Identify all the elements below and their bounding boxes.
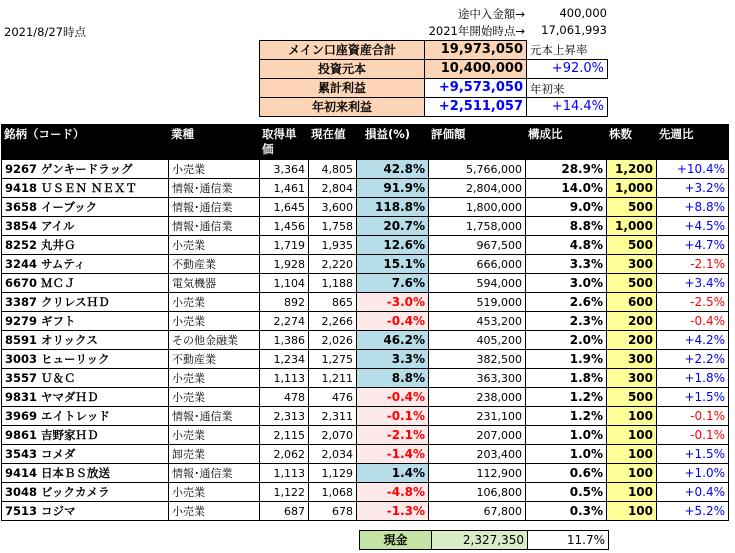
cell-stock-name: 9279 ギフト	[2, 312, 169, 331]
cell-stock-name: 9831 ヤマダＨＤ	[2, 388, 169, 407]
cell-value: 207,000	[429, 426, 526, 445]
cell-stock-name: 3969 エイトレッド	[2, 407, 169, 426]
cell-ratio: 8.8%	[526, 217, 607, 236]
header-pl: 損益(%)	[357, 125, 429, 160]
cell-industry: 小売業	[169, 502, 260, 521]
cell-industry: 小売業	[169, 369, 260, 388]
cell-ratio: 4.8%	[526, 236, 607, 255]
table-row	[2, 274, 729, 293]
cell-shares: 500	[607, 236, 657, 255]
cell-price: 4,805	[309, 160, 357, 179]
cell-industry: 不動産業	[169, 350, 260, 369]
cell-cost: 1,234	[260, 350, 309, 369]
cell-industry: 情報･通信業	[169, 217, 260, 236]
cell-stock-name: 3543 コメダ	[2, 445, 169, 464]
cell-price: 2,220	[309, 255, 357, 274]
cell-weekly: +5.2%	[657, 502, 729, 521]
cell-stock-name: 3854 アイル	[2, 217, 169, 236]
cell-industry: 小売業	[169, 388, 260, 407]
ytd-label-right: 年初来	[530, 82, 565, 96]
cell-price: 2,026	[309, 331, 357, 350]
cell-ratio: 14.0%	[526, 179, 607, 198]
cell-weekly: +2.2%	[657, 350, 729, 369]
cell-ratio: 3.0%	[526, 274, 607, 293]
cell-stock-name: 3003 ヒューリック	[2, 350, 169, 369]
deposit-label: 途中入金額→	[457, 7, 525, 21]
cell-value: 231,100	[429, 407, 526, 426]
header-weekly: 先週比	[657, 125, 729, 160]
cash-value: 2,327,350	[431, 530, 528, 550]
cell-industry: 小売業	[169, 426, 260, 445]
cumulative-value: +9,573,050	[424, 78, 527, 98]
cell-weekly: +10.4%	[657, 160, 729, 179]
cell-value: 382,500	[429, 350, 526, 369]
cell-pl: 12.6%	[357, 236, 429, 255]
main-assets-value: 19,973,050	[424, 40, 527, 60]
cell-value: 238,000	[429, 388, 526, 407]
cell-industry: 不動産業	[169, 255, 260, 274]
cell-shares: 300	[607, 350, 657, 369]
cell-shares: 200	[607, 312, 657, 331]
table-row	[2, 369, 729, 388]
cell-cost: 1,645	[260, 198, 309, 217]
cell-stock-name: 9418 ＵＳＥＮ ＮＥＸＴ	[2, 179, 169, 198]
cell-weekly: +1.8%	[657, 369, 729, 388]
cell-cost: 478	[260, 388, 309, 407]
cell-stock-name: 3557 Ｕ＆Ｃ	[2, 369, 169, 388]
header-cost: 取得単価	[260, 125, 309, 160]
cell-shares: 1,000	[607, 217, 657, 236]
cell-pl: 8.8%	[357, 369, 429, 388]
ytd-value: +2,511,057	[424, 97, 527, 117]
table-row	[2, 255, 729, 274]
table-row	[2, 312, 729, 331]
table-row	[2, 350, 729, 369]
cumulative-label: 累計利益	[259, 78, 425, 98]
table-row	[2, 236, 729, 255]
cell-value: 2,804,000	[429, 179, 526, 198]
cell-cost: 1,456	[260, 217, 309, 236]
cell-pl: 7.6%	[357, 274, 429, 293]
cell-weekly: -0.1%	[657, 407, 729, 426]
cell-cost: 1,461	[260, 179, 309, 198]
cell-pl: -4.8%	[357, 483, 429, 502]
cell-ratio: 1.9%	[526, 350, 607, 369]
cell-value: 106,800	[429, 483, 526, 502]
cash-ratio: 11.7%	[527, 530, 609, 550]
table-row	[2, 388, 729, 407]
cell-price: 678	[309, 502, 357, 521]
cell-value: 1,800,000	[429, 198, 526, 217]
cell-ratio: 1.2%	[526, 407, 607, 426]
cell-pl: 118.8%	[357, 198, 429, 217]
cell-industry: 情報･通信業	[169, 179, 260, 198]
cell-stock-name: 3244 サムティ	[2, 255, 169, 274]
cell-cost: 1,719	[260, 236, 309, 255]
cell-pl: -2.1%	[357, 426, 429, 445]
cell-ratio: 2.6%	[526, 293, 607, 312]
cell-shares: 500	[607, 274, 657, 293]
cell-price: 1,068	[309, 483, 357, 502]
cell-pl: 1.4%	[357, 464, 429, 483]
header-shares: 株数	[607, 125, 657, 160]
cell-value: 967,500	[429, 236, 526, 255]
cell-stock-name: 8252 丸井Ｇ	[2, 236, 169, 255]
cell-industry: 電気機器	[169, 274, 260, 293]
cell-price: 1,129	[309, 464, 357, 483]
deposit-value: 400,000	[559, 6, 607, 20]
table-row	[2, 198, 729, 217]
cell-weekly: +4.5%	[657, 217, 729, 236]
cell-value: 363,300	[429, 369, 526, 388]
cell-cost: 1,122	[260, 483, 309, 502]
cell-weekly: +3.4%	[657, 274, 729, 293]
cell-cost: 1,386	[260, 331, 309, 350]
cell-industry: 卸売業	[169, 445, 260, 464]
cell-pl: -1.4%	[357, 445, 429, 464]
cell-price: 1,211	[309, 369, 357, 388]
main-assets-label: メイン口座資産合計	[259, 40, 425, 60]
cell-cost: 3,364	[260, 160, 309, 179]
cell-ratio: 1.0%	[526, 426, 607, 445]
table-row	[2, 293, 729, 312]
holdings-table	[1, 124, 729, 521]
cell-weekly: -2.1%	[657, 255, 729, 274]
cell-price: 2,266	[309, 312, 357, 331]
cell-shares: 100	[607, 483, 657, 502]
cell-industry: 情報･通信業	[169, 464, 260, 483]
start-value: 17,061,993	[541, 23, 607, 37]
table-row	[2, 464, 729, 483]
cell-cost: 1,113	[260, 369, 309, 388]
table-row	[2, 160, 729, 179]
cell-value: 519,000	[429, 293, 526, 312]
cell-value: 453,200	[429, 312, 526, 331]
cell-pl: 3.3%	[357, 350, 429, 369]
cell-pl: 46.2%	[357, 331, 429, 350]
cell-price: 3,600	[309, 198, 357, 217]
header-name: 銘柄（コード）	[2, 125, 169, 160]
header-price: 現在値	[309, 125, 357, 160]
cell-cost: 2,062	[260, 445, 309, 464]
cell-ratio: 0.3%	[526, 502, 607, 521]
cell-pl: -0.4%	[357, 388, 429, 407]
table-row	[2, 445, 729, 464]
cell-weekly: +3.2%	[657, 179, 729, 198]
cell-weekly: -2.5%	[657, 293, 729, 312]
cell-shares: 300	[607, 255, 657, 274]
principal-value: 10,400,000	[424, 59, 527, 79]
cell-shares: 100	[607, 407, 657, 426]
cell-weekly: +4.2%	[657, 331, 729, 350]
cell-stock-name: 3387 クリレスＨＤ	[2, 293, 169, 312]
header-value: 評価額	[429, 125, 526, 160]
cell-industry: 小売業	[169, 483, 260, 502]
cell-shares: 500	[607, 388, 657, 407]
cell-pl: 20.7%	[357, 217, 429, 236]
cell-weekly: +1.0%	[657, 464, 729, 483]
cell-ratio: 0.5%	[526, 483, 607, 502]
principal-label: 投資元本	[259, 59, 425, 79]
cell-shares: 100	[607, 445, 657, 464]
cell-shares: 300	[607, 369, 657, 388]
cell-industry: 情報･通信業	[169, 198, 260, 217]
cell-industry: 小売業	[169, 160, 260, 179]
header-ratio: 構成比	[526, 125, 607, 160]
cell-pl: 42.8%	[357, 160, 429, 179]
cell-industry: 小売業	[169, 293, 260, 312]
cell-shares: 500	[607, 198, 657, 217]
cell-stock-name: 9861 吉野家ＨＤ	[2, 426, 169, 445]
ytd-rate: +14.4%	[526, 97, 608, 117]
cell-price: 865	[309, 293, 357, 312]
cell-price: 2,311	[309, 407, 357, 426]
cell-pl: -0.1%	[357, 407, 429, 426]
cell-value: 5,766,000	[429, 160, 526, 179]
cell-cost: 687	[260, 502, 309, 521]
cell-price: 476	[309, 388, 357, 407]
start-label: 2021年開始時点→	[428, 24, 525, 38]
cell-weekly: +4.7%	[657, 236, 729, 255]
principal-rise-label: 元本上昇率	[530, 43, 588, 57]
cell-ratio: 1.8%	[526, 369, 607, 388]
cash-label: 現金	[359, 530, 432, 550]
cell-ratio: 2.3%	[526, 312, 607, 331]
cell-ratio: 3.3%	[526, 255, 607, 274]
cell-industry: 情報･通信業	[169, 407, 260, 426]
cell-value: 405,200	[429, 331, 526, 350]
cell-stock-name: 3048 ビックカメラ	[2, 483, 169, 502]
cell-ratio: 2.0%	[526, 331, 607, 350]
cell-ratio: 28.9%	[526, 160, 607, 179]
cell-shares: 200	[607, 331, 657, 350]
cell-stock-name: 6670 ＭＣＪ	[2, 274, 169, 293]
cell-ratio: 0.6%	[526, 464, 607, 483]
cell-stock-name: 7513 コジマ	[2, 502, 169, 521]
cell-weekly: +8.8%	[657, 198, 729, 217]
table-row	[2, 483, 729, 502]
cell-price: 2,034	[309, 445, 357, 464]
cell-value: 666,000	[429, 255, 526, 274]
cell-cost: 1,104	[260, 274, 309, 293]
table-row	[2, 331, 729, 350]
cell-shares: 1,000	[607, 179, 657, 198]
cell-weekly: +1.5%	[657, 445, 729, 464]
cell-cost: 2,313	[260, 407, 309, 426]
cell-price: 2,070	[309, 426, 357, 445]
cell-weekly: +1.5%	[657, 388, 729, 407]
date-label: 2021/8/27時点	[4, 25, 86, 39]
cell-shares: 100	[607, 464, 657, 483]
cell-weekly: -0.1%	[657, 426, 729, 445]
cell-value: 67,800	[429, 502, 526, 521]
table-row	[2, 426, 729, 445]
cell-shares: 1,200	[607, 160, 657, 179]
cell-cost: 2,274	[260, 312, 309, 331]
cell-weekly: +0.4%	[657, 483, 729, 502]
cell-price: 2,804	[309, 179, 357, 198]
cell-value: 203,400	[429, 445, 526, 464]
cell-price: 1,935	[309, 236, 357, 255]
cell-cost: 1,113	[260, 464, 309, 483]
cell-ratio: 1.2%	[526, 388, 607, 407]
principal-rise-value: +92.0%	[526, 59, 608, 79]
cell-price: 1,758	[309, 217, 357, 236]
cell-pl: -0.4%	[357, 312, 429, 331]
table-row	[2, 407, 729, 426]
table-row	[2, 217, 729, 236]
cell-industry: その他金融業	[169, 331, 260, 350]
cell-cost: 892	[260, 293, 309, 312]
cell-ratio: 9.0%	[526, 198, 607, 217]
cell-stock-name: 9267 ゲンキードラッグ	[2, 160, 169, 179]
cell-value: 1,758,000	[429, 217, 526, 236]
cell-pl: 91.9%	[357, 179, 429, 198]
cell-pl: -1.3%	[357, 502, 429, 521]
cell-value: 112,900	[429, 464, 526, 483]
cell-stock-name: 9414 日本ＢＳ放送	[2, 464, 169, 483]
cell-weekly: -0.4%	[657, 312, 729, 331]
cell-price: 1,275	[309, 350, 357, 369]
ytd-label: 年初来利益	[259, 97, 425, 117]
cell-value: 594,000	[429, 274, 526, 293]
cell-ratio: 1.0%	[526, 445, 607, 464]
table-header-row	[2, 125, 729, 160]
cell-shares: 100	[607, 502, 657, 521]
cell-shares: 600	[607, 293, 657, 312]
table-row	[2, 179, 729, 198]
cell-pl: -3.0%	[357, 293, 429, 312]
cell-pl: 15.1%	[357, 255, 429, 274]
cell-price: 1,188	[309, 274, 357, 293]
header-industry: 業種	[169, 125, 260, 160]
cell-industry: 小売業	[169, 312, 260, 331]
cell-cost: 1,928	[260, 255, 309, 274]
cell-stock-name: 3658 イーブック	[2, 198, 169, 217]
table-row	[2, 502, 729, 521]
cell-stock-name: 8591 オリックス	[2, 331, 169, 350]
cell-industry: 小売業	[169, 236, 260, 255]
cell-shares: 100	[607, 426, 657, 445]
cell-cost: 2,115	[260, 426, 309, 445]
